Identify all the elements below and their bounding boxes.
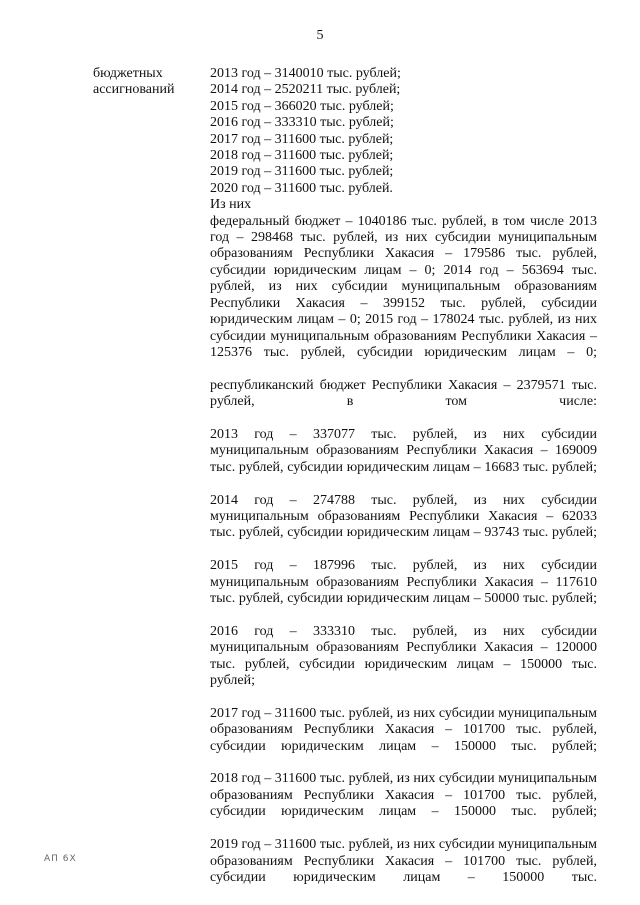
footer-mark: АП 6Х xyxy=(44,854,77,864)
republican-budget-paragraph: республиканский бюджет Республики Хакасия – 2379571 тыс. рублей, в том числе: xyxy=(210,377,597,410)
total-year-line: 2017 год – 311600 тыс. рублей; xyxy=(210,131,394,147)
total-year-line: 2019 год – 311600 тыс. рублей; xyxy=(210,164,394,180)
federal-budget-paragraph: федеральный бюджет – 1040186 тыс. рублей, в том числе 2013 год – 298468 тыс. рублей, из них субсидии муниципальным образованиям Республики Хакасия – 179586 тыс. рублей, субсидии юридическим лицам – 0; 2014 год – 563694 тыс. рублей, из них субсидии муниципальным образованиям Республики Хакасия – 399152 тыс. рублей, субсидии юридическим лицам – 0; 2015 год – 178024 тыс. рублей, из них субсидии муниципальным образованиям Республики Хакасия – 125376 тыс. рублей, субсидии юридическим лицам – 0; xyxy=(210,213,597,360)
from-them-label: Из них xyxy=(210,197,252,213)
section-label xyxy=(93,66,203,99)
section-label-line: бюджетных xyxy=(93,66,163,81)
year-breakdown-paragraph: 2018 год – 311600 тыс. рублей, из них субсидии муниципальным образованиям Республики Хакасия – 101700 тыс. рублей, субсидии юридическим лицам – 150000 тыс. рублей; xyxy=(210,771,597,820)
total-year-line: 2013 год – 3140010 тыс. рублей; xyxy=(210,66,401,81)
year-breakdown-paragraph: 2015 год – 187996 тыс. рублей, из них субсидии муниципальным образованиям Республики Хакасия – 117610 тыс. рублей, субсидии юридическим лицам – 50000 тыс. рублей; xyxy=(210,558,597,606)
year-breakdown-paragraph: 2013 год – 337077 тыс. рублей, из них субсидии муниципальным образованиям Республики Хакасия – 169009 тыс. рублей, субсидии юридическим лицам – 16683 тыс. рублей; xyxy=(210,426,597,475)
year-breakdown-paragraph: 2014 год – 274788 тыс. рублей, из них субсидии муниципальным образованиям Республики Хакасия – 62033 тыс. рублей, субсидии юридическим лицам – 93743 тыс. рублей; xyxy=(210,492,597,541)
total-year-line: 2014 год – 2520211 тыс. рублей; xyxy=(210,82,401,98)
total-year-line: 2016 год – 333310 тыс. рублей; xyxy=(210,115,394,131)
total-year-line: 2018 год – 311600 тыс. рублей; xyxy=(210,148,394,164)
page-number: 5 xyxy=(316,28,324,43)
section-label-line: ассигнований xyxy=(93,82,175,98)
total-year-line: 2015 год – 366020 тыс. рублей; xyxy=(210,98,394,114)
total-year-line: 2020 год – 311600 тыс. рублей. xyxy=(210,180,393,196)
budget-allocations-text xyxy=(210,66,597,903)
year-breakdown-paragraph: 2016 год – 333310 тыс. рублей, из них субсидии муниципальным образованиям Республики Хакасия – 120000 тыс. рублей, субсидии юридическим лицам – 150000 тыс. рублей; xyxy=(210,623,597,689)
year-breakdown-paragraph: 2017 год – 311600 тыс. рублей, из них субсидии муниципальным образованиям Республики Хакасия – 101700 тыс. рублей, субсидии юридическим лицам – 150000 тыс. рублей; xyxy=(210,705,597,754)
year-breakdown-paragraph: 2019 год – 311600 тыс. рублей, из них субсидии муниципальным образованиям Республики Хакасия – 101700 тыс. рублей, субсидии юридическим лицам – 150000 тыс. xyxy=(210,837,597,885)
